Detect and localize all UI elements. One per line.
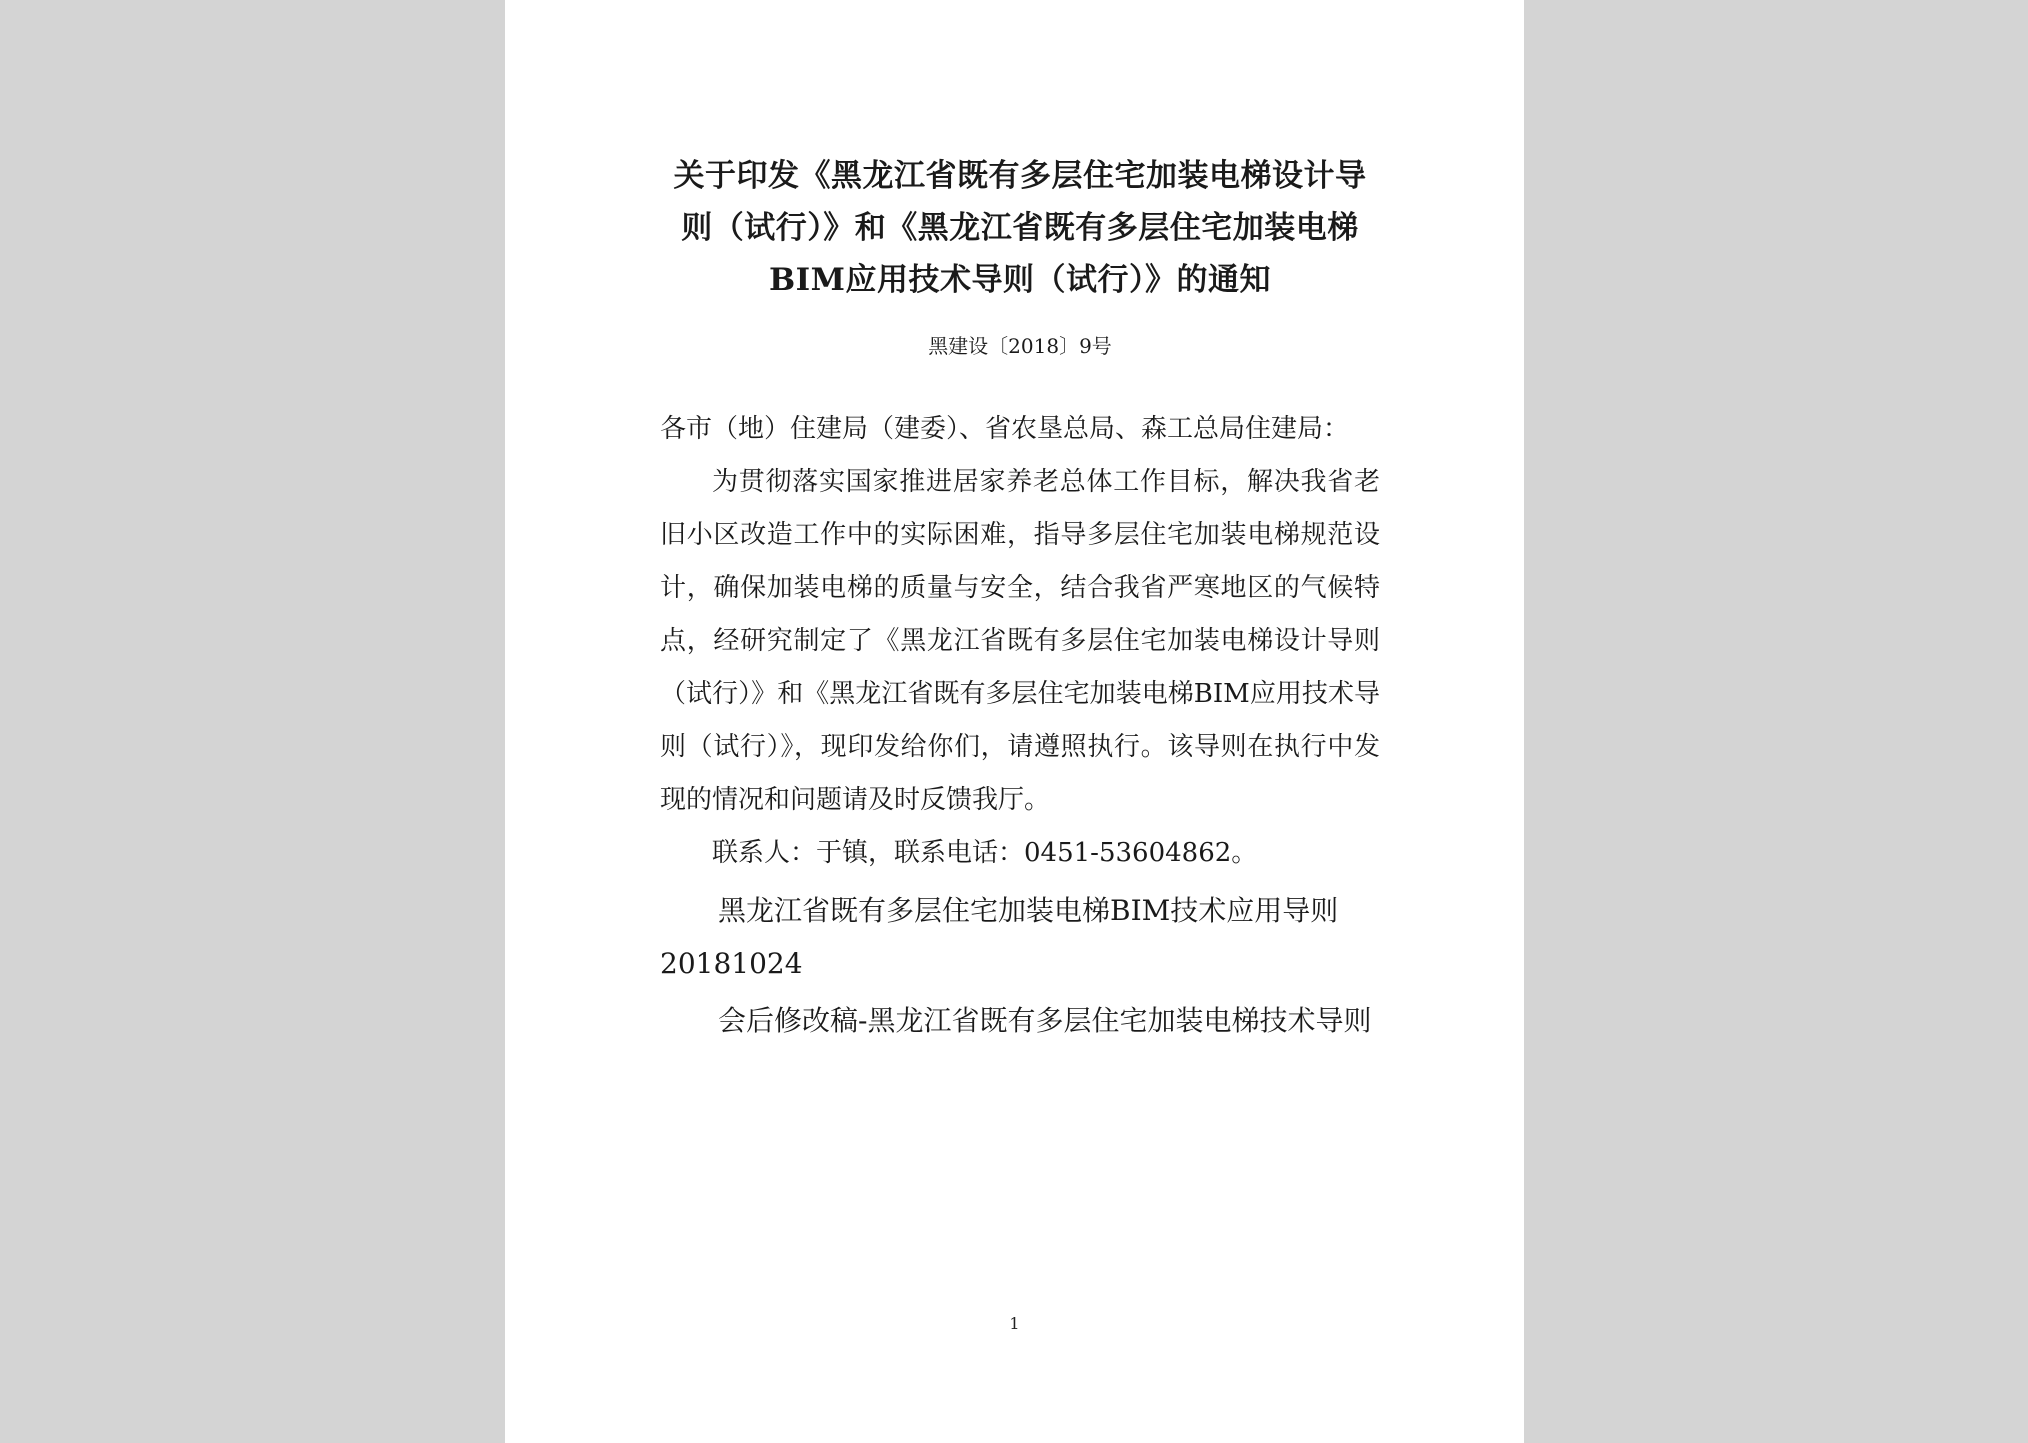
- attachment-link-revised-guideline[interactable]: 会后修改稿-黑龙江省既有多层住宅加装电梯技术导则: [718, 1004, 1372, 1037]
- document-number: 黑建设〔2018〕9号: [928, 334, 1112, 358]
- document-content: [660, 150, 1380, 1047]
- title-line-3: BIM应用技术导则（试行）》的通知: [768, 262, 1272, 298]
- document-title: [660, 150, 1380, 306]
- body-paragraph: 为贯彻落实国家推进居家养老总体工作目标，解决我省老旧小区改造工作中的实际困难，指导多层住宅加装电梯规范设计，确保加装电梯的质量与安全，结合我省严寒地区的气候特点，经研究制定了《黑龙江省既有多层住宅加装电梯设计导则（试行）》和《黑龙江省既有多层住宅加装电梯BIM应用技术导则（试行）》，现印发给你们，请遵照执行。该导则在执行中发现的情况和问题请及时反馈我厅。: [660, 467, 1380, 815]
- contact-info: 联系人：于镇，联系电话：0451-53604862。: [712, 838, 1258, 868]
- title-line-1: 关于印发《黑龙江省既有多层住宅加装电梯设计导: [673, 158, 1367, 194]
- page-number: 1: [1009, 1314, 1020, 1333]
- attachment-link-bim-guideline[interactable]: 黑龙江省既有多层住宅加装电梯BIM技术应用导则20181024: [660, 894, 1339, 980]
- document-page: [505, 0, 1524, 1443]
- addressee: 各市（地）住建局（建委）、省农垦总局、森工总局住建局：: [660, 414, 1350, 444]
- title-line-2: 则（试行）》和《黑龙江省既有多层住宅加装电梯: [681, 210, 1359, 246]
